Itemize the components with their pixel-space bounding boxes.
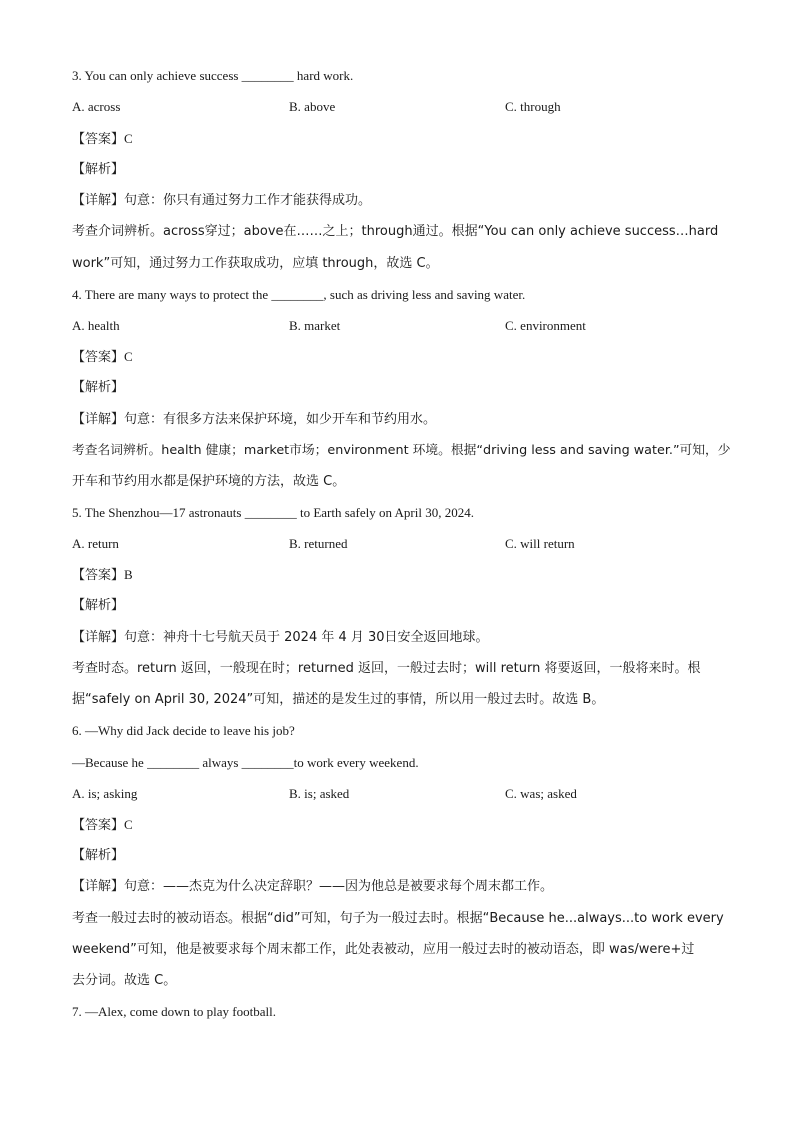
q5-detail: 【详解】句意：神舟十七号航天员于 2024 年 4 月 30日安全返回地球。	[72, 630, 489, 645]
q4-explain-1: 考查名词辨析。health 健康；market市场；environment 环境。根据“driving less and saving water.”可知，少	[72, 443, 731, 458]
q4-explain-2: 开车和节约用水都是保护环境的方法，故选 C。	[72, 474, 346, 489]
q4-option-b: B. market	[289, 318, 341, 333]
q6-option-c: C. was; asked	[505, 786, 577, 801]
q6-explain-3: 去分词。故选 C。	[72, 973, 177, 988]
q6-answer: C	[124, 817, 133, 832]
q5-stem: 5. The Shenzhou—17 astronauts ________ to Earth safely on April 30, 2024.	[72, 505, 474, 520]
q3-analysis-tag: 【解析】	[72, 162, 125, 177]
q6-option-a: A. is; asking	[72, 786, 138, 801]
q3-explain-2: work”可知，通过努力工作获取成功，应填 through，故选 C。	[72, 256, 439, 271]
q3-answer-line	[72, 131, 133, 148]
q3-option-c: C. through	[505, 99, 561, 114]
q6-option-b: B. is; asked	[289, 786, 350, 801]
q6-options	[72, 786, 722, 802]
q3-detail: 【详解】句意：你只有通过努力工作才能获得成功。	[72, 193, 372, 208]
q3-option-b: B. above	[289, 99, 336, 114]
q5-answer-tag: 【答案】	[72, 568, 125, 583]
q4-answer-tag: 【答案】	[72, 350, 125, 365]
q6-stem-2: —Because he ________ always ________to work every weekend.	[72, 755, 419, 770]
q5-answer: B	[124, 567, 133, 582]
q6-stem: 6. —Why did Jack decide to leave his job?	[72, 723, 295, 738]
q4-option-c: C. environment	[505, 318, 586, 333]
q4-analysis-tag: 【解析】	[72, 380, 125, 395]
q4-answer-line	[72, 349, 133, 366]
q5-options	[72, 536, 722, 552]
q5-answer-line	[72, 567, 133, 584]
q6-answer-tag: 【答案】	[72, 818, 125, 833]
q3-answer-tag: 【答案】	[72, 132, 125, 147]
q4-stem: 4. There are many ways to protect the ________, such as driving less and saving water.	[72, 287, 526, 302]
q5-analysis-tag: 【解析】	[72, 598, 125, 613]
q5-explain-1: 考查时态。return 返回，一般现在时；returned 返回，一般过去时；will return 将要返回，一般将来时。根	[72, 661, 701, 676]
q3-options	[72, 99, 722, 115]
q5-explain-2: 据“safely on April 30, 2024”可知，描述的是发生过的事情，所以用一般过去时。故选 B。	[72, 692, 605, 707]
q4-options	[72, 318, 722, 334]
q6-analysis-tag: 【解析】	[72, 848, 125, 863]
q4-answer: C	[124, 349, 133, 364]
q5-option-b: B. returned	[289, 536, 348, 551]
q5-option-a: A. return	[72, 536, 119, 551]
q7-stem: 7. —Alex, come down to play football.	[72, 1004, 276, 1019]
q6-explain-2: weekend”可知，他是被要求每个周末都工作，此处表被动，应用一般过去时的被动语态，即 was/were+过	[72, 942, 695, 957]
q4-option-a: A. health	[72, 318, 120, 333]
q6-answer-line	[72, 817, 133, 834]
q5-option-c: C. will return	[505, 536, 575, 551]
q6-explain-1: 考查一般过去时的被动语态。根据“did”可知，句子为一般过去时。根据“Because he...always...to work every	[72, 911, 724, 926]
q3-explain-1: 考查介词辨析。across穿过；above在……之上；through通过。根据“You can only achieve success…hard	[72, 224, 719, 239]
q6-detail: 【详解】句意：——杰克为什么决定辞职？——因为他总是被要求每个周末都工作。	[72, 879, 554, 894]
q4-detail: 【详解】句意：有很多方法来保护环境，如少开车和节约用水。	[72, 412, 437, 427]
q3-option-a: A. across	[72, 99, 121, 114]
q3-stem: 3. You can only achieve success ________ hard work.	[72, 68, 354, 83]
q3-answer: C	[124, 131, 133, 146]
